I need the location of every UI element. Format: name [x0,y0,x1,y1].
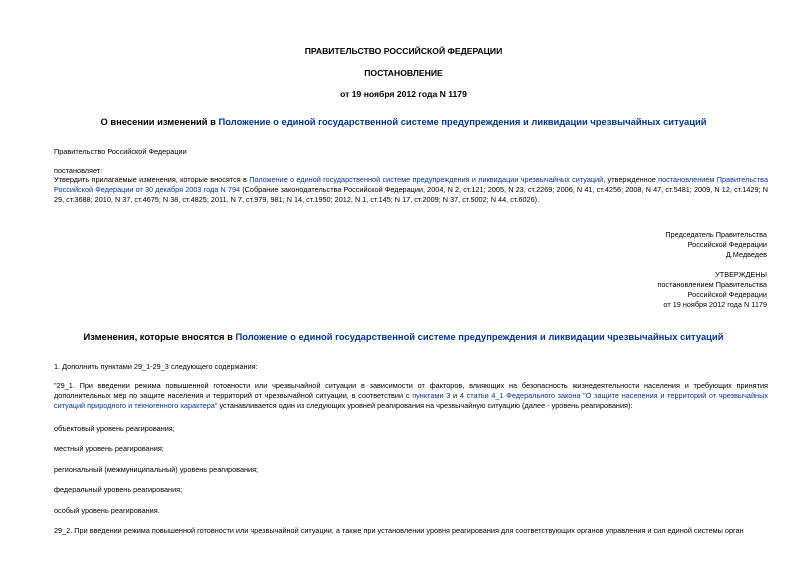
approved-line-4: от 19 ноября 2012 года N 1179 [663,300,767,309]
resolves-text: постановляет: [54,166,103,175]
changes-title-prefix: Изменения, которые вносятся в [83,331,236,342]
document-title [0,116,807,127]
paragraph-29-1: "29_1. При введении режима повышенной готовности или чрезвычайной ситуации в зависимости от факторов, влияющих на безопасность жизнедеятельности населения и требующих принятия дополнительных мер по защите населения и территорий от чрезвычайной ситуации, в соответствии с пунктами 3 и 4 статьи 4_1 Федерального закона "О защите населения и территорий от чрезвычайных ситуаций природного и техногенного характера" устанавливается один из следующих уровней реагирования на чрезвычайную ситуацию (далее - уровень реагирования): [54,381,768,410]
item-1-text: 1. Дополнить пунктами 29_1-29_3 следующего содержания: [54,362,258,371]
doc-date-line: от 19 ноября 2012 года N 1179 [340,89,467,99]
approved-line-2: постановлением Правительства [657,280,767,289]
federal-law-link[interactable]: 4 статьи 4_1 Федерального закона "О защите населения и территорий от чрезвычайных ситуаций природного и техногенного характера" [54,391,768,410]
changes-title [0,331,807,342]
level-regional: региональный (межмуниципальный) уровень реагирования; [54,465,259,474]
level-special: особый уровень реагирования. [54,506,160,515]
points-3-link[interactable]: пунктами 3 [412,391,451,400]
signature-line-1: Председатель Правительства [665,230,767,239]
paragraph-29-2: 29_2. При введении режима повышенной готовности или чрезвычайной ситуации, а также при установлении уровня реагирования для соответствующих органов управления и сил единой системы орган [54,526,744,535]
issuer-text: Правительство Российской Федерации [54,147,187,156]
main-paragraph: Утвердить прилагаемые изменения, которые вносятся в Положение о единой государственной системе предупреждения и ликвидации чрезвычайных ситуаций, утвержденное постановлением Правительства Российской Федерации от 30 декабря 2003 года N 794 (Собрание законодательства Российской Федерации, 2004, N 2, ст.121; 2005, N 23, ст.2269; 2006, N 41, ст.4256; 2008, N 47, ст.5481; 2009, N 12, ст.1429; N 29, ст.3688; 2010, N 37, ст.4675; N 38, ст.4825; 2011, N 7, ст.979, 981; N 14, ст.1950; 2012, N 1, ст.145; N 17, ст.2009; N 37, ст.5002; N 44, ст.6026). [54,175,769,204]
regulation-link[interactable]: Положение о единой государственной системе предупреждения и ликвидации чрезвычайных ситуаций [218,116,707,127]
approved-line-3: Российской Федерации [687,290,767,299]
document-title-prefix: О внесении изменений в [100,116,219,127]
changes-regulation-link[interactable]: Положение о единой государственной системе предупреждения и ликвидации чрезвычайных ситуаций [235,331,724,342]
signature-line-2: Российской Федерации [687,240,767,249]
approved-block [467,270,767,310]
approved-line-1: УТВЕРЖДЕНЫ [715,270,767,279]
level-object: объектовый уровень реагирования; [54,424,175,433]
resolution-794-link[interactable]: постановлением Правительства Российской Федерации от 30 декабря 2003 года N 794 [54,175,769,194]
government-heading: ПРАВИТЕЛЬСТВО РОССИЙСКОЙ ФЕДЕРАЦИИ [304,46,503,56]
signature-block [467,230,767,260]
level-local: местный уровень реагирования; [54,444,164,453]
regulation-link-inline[interactable]: Положение о единой государственной системе предупреждения и ликвидации чрезвычайных ситуаций [249,175,604,184]
level-federal: федеральный уровень реагирования; [54,485,183,494]
signature-name: Д.Медведев [725,250,767,259]
doc-type-heading: ПОСТАНОВЛЕНИЕ [364,68,443,78]
